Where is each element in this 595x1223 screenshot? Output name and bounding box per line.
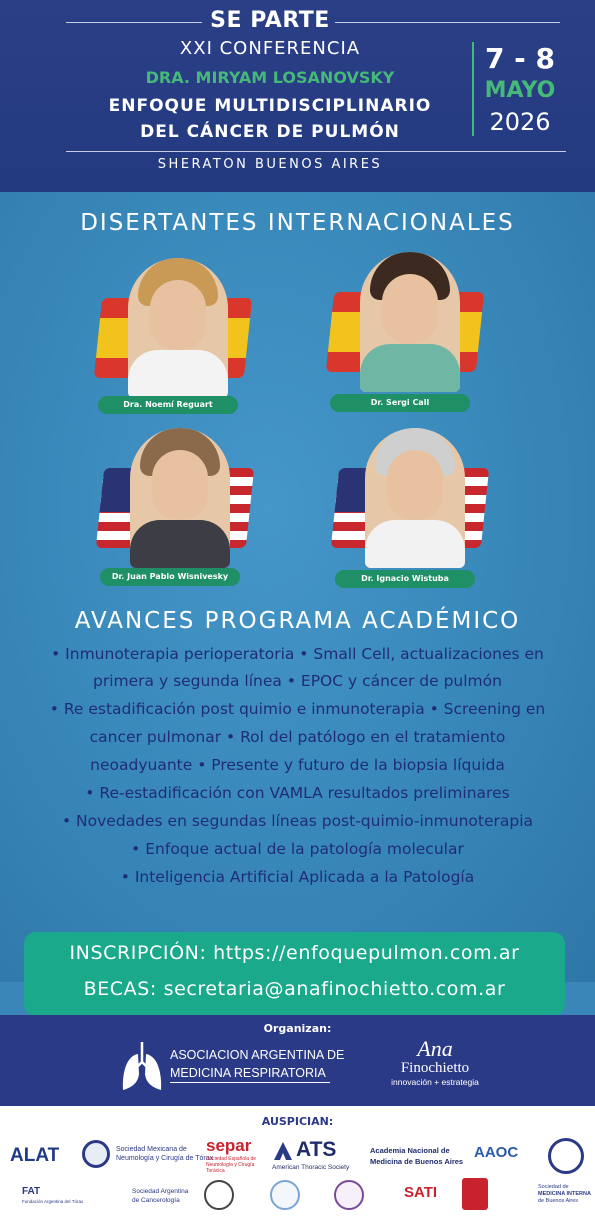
conference-number: XXI CONFERENCIA bbox=[179, 38, 361, 59]
registration-link[interactable]: INSCRIPCIÓN: https://enfoquepulmon.com.ar bbox=[69, 942, 520, 964]
speaker-photo bbox=[130, 428, 230, 568]
society-seal-icon bbox=[334, 1180, 364, 1210]
main-panel bbox=[0, 192, 595, 982]
ats-subtitle: American Thoracic Society bbox=[272, 1164, 350, 1171]
program-line: primera y segunda línea • EPOC y cáncer de pulmón bbox=[93, 672, 502, 690]
speaker-photo bbox=[360, 252, 460, 392]
date-separator bbox=[472, 42, 474, 136]
event-title-line1: ENFOQUE MULTIDISCIPLINARIO bbox=[108, 96, 432, 116]
separ-subtitle: Sociedad Española de Neumología y Cirugía Torácica bbox=[206, 1156, 257, 1174]
se-parte-text: SE PARTE bbox=[210, 8, 330, 33]
program-line: neoadyuante • Presente y futuro de la biopsia líquida bbox=[90, 756, 505, 774]
sac-name-line2: de Cancerología bbox=[132, 1197, 180, 1204]
speaker-photo bbox=[365, 428, 465, 568]
event-days: 7 - 8 bbox=[484, 42, 556, 75]
society-shield-icon bbox=[462, 1178, 488, 1210]
event-title-line2: DEL CÁNCER DE PULMÓN bbox=[140, 122, 400, 142]
alat-logo: ALAT bbox=[10, 1145, 60, 1166]
fat-subtitle: Fundación Argentina del Tórax bbox=[22, 1199, 84, 1204]
event-month: MAYO bbox=[484, 78, 556, 103]
program-line: • Inteligencia Artificial Aplicada a la Patología bbox=[120, 868, 475, 886]
program-title: AVANCES PROGRAMA ACADÉMICO bbox=[74, 608, 521, 634]
fat-logo: FAT bbox=[22, 1186, 41, 1197]
smi-name-line3: de Buenos Aires bbox=[538, 1198, 579, 1204]
smi-name-line2: MEDICINA INTERNA bbox=[538, 1191, 591, 1197]
ana-logo-tagline: innovación + estrategia bbox=[391, 1077, 479, 1087]
speaker-photo bbox=[128, 258, 228, 398]
speaker-name: Dr. Ignacio Wistuba bbox=[335, 570, 475, 588]
ana-finochietto-logo bbox=[380, 1038, 490, 1098]
speaker-name: Dr. Juan Pablo Wisnivesky bbox=[100, 568, 240, 586]
smi-name-line1: Sociedad de bbox=[538, 1184, 569, 1190]
ats-logo: ATS bbox=[296, 1138, 337, 1161]
header-banner bbox=[0, 0, 595, 192]
program-line: • Re estadificación post quimio e inmunoterapia • Screening en bbox=[49, 700, 546, 718]
sponsors-label: AUSPICIAN: bbox=[261, 1115, 334, 1128]
aaoc-logo: AAOC bbox=[474, 1144, 519, 1161]
aamr-logo bbox=[120, 1040, 345, 1096]
divider bbox=[66, 22, 202, 23]
speaker-card-wistuba bbox=[335, 428, 485, 588]
speakers-title: DISERTANTES INTERNACIONALES bbox=[80, 210, 515, 236]
smn-name-line2: Neumología y Cirugía de Tórax bbox=[116, 1155, 214, 1162]
ana-logo-script: Ana bbox=[417, 1036, 453, 1061]
venue: SHERATON BUENOS AIRES bbox=[157, 157, 383, 172]
program-line: • Novedades en segundas líneas post-quimio-inmunoterapia bbox=[61, 812, 534, 830]
ana-logo-name: Finochietto bbox=[400, 1060, 470, 1076]
society-seal-icon bbox=[270, 1180, 300, 1210]
speaker-card-reguart bbox=[98, 258, 248, 418]
anm-name-line2: Medicina de Buenos Aires bbox=[370, 1157, 464, 1166]
society-seal-icon bbox=[204, 1180, 234, 1210]
speaker-name: Dra. Noemí Reguart bbox=[98, 396, 238, 414]
sati-logo: SATI bbox=[404, 1184, 438, 1201]
organizers-label: Organizan: bbox=[263, 1022, 332, 1035]
honoree-name: DRA. MIRYAM LOSANOVSKY bbox=[145, 68, 395, 87]
event-year: 2026 bbox=[489, 108, 551, 136]
divider bbox=[66, 151, 566, 152]
aamr-name-line1: ASOCIACION ARGENTINA DE bbox=[170, 1048, 345, 1062]
ama-seal-icon bbox=[548, 1138, 584, 1174]
sac-name-line1: Sociedad Argentina bbox=[132, 1188, 189, 1195]
program-line: cancer pulmonar • Rol del patólogo en el tratamiento bbox=[89, 728, 506, 746]
ats-icon bbox=[272, 1140, 294, 1162]
divider bbox=[335, 22, 560, 23]
smn-seal-icon bbox=[82, 1140, 110, 1168]
program-line: • Re-estadificación con VAMLA resultados preliminares bbox=[85, 784, 510, 802]
aamr-name-line2: MEDICINA RESPIRATORIA bbox=[170, 1066, 330, 1083]
speaker-card-call bbox=[330, 252, 480, 412]
speaker-card-wisnivesky bbox=[100, 428, 250, 588]
scholarship-email-link[interactable]: BECAS: secretaria@anafinochietto.com.ar bbox=[83, 978, 506, 1000]
anm-name-line1: Academia Nacional de bbox=[370, 1146, 450, 1155]
program-line: • Enfoque actual de la patología molecular bbox=[131, 840, 464, 858]
speaker-name: Dr. Sergi Call bbox=[330, 394, 470, 412]
separ-logo: separ bbox=[206, 1136, 252, 1155]
smn-name-line1: Sociedad Mexicana de bbox=[116, 1146, 187, 1153]
program-line: • Inmunoterapia perioperatoria • Small Cell, actualizaciones en bbox=[51, 645, 544, 663]
lungs-icon bbox=[120, 1040, 164, 1092]
